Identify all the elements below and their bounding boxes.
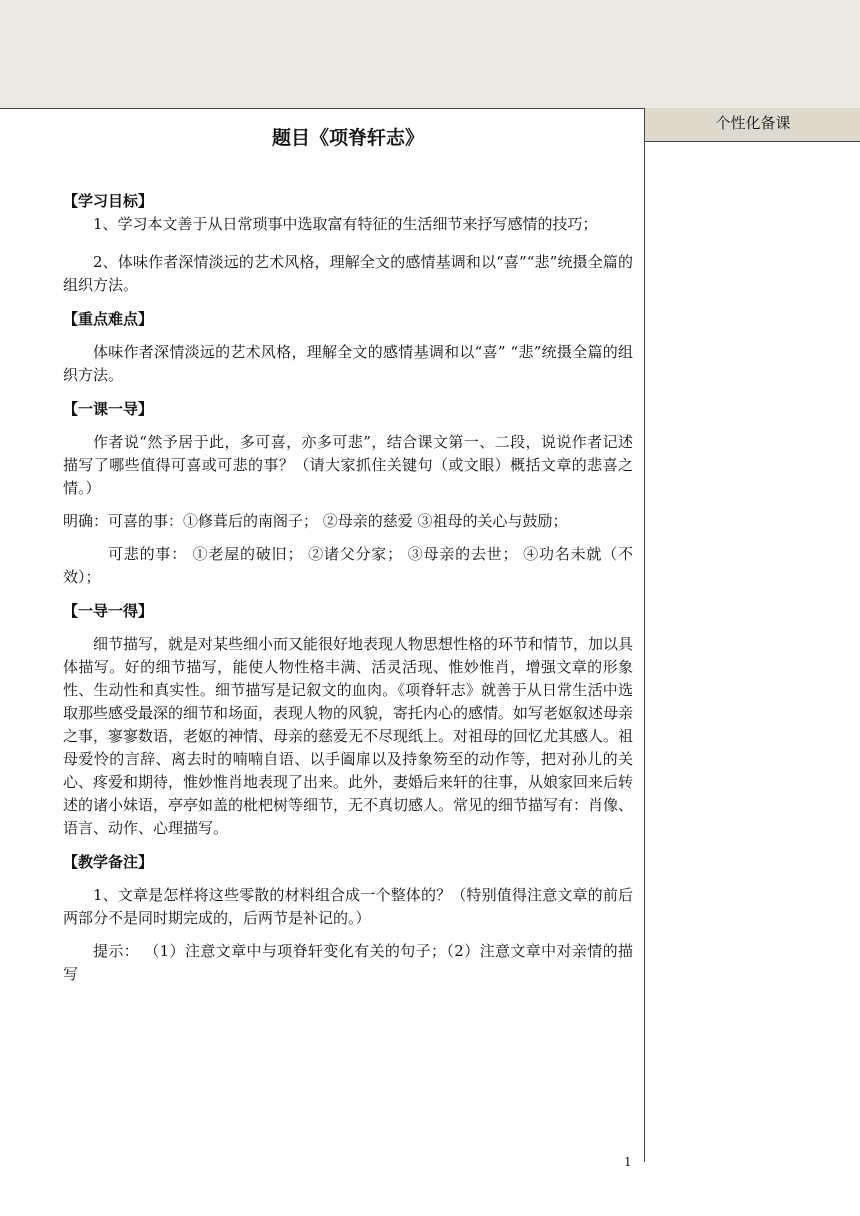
- guide-answer-joy: 明确：可喜的事：①修葺后的南阁子； ②母亲的慈爱 ③祖母的关心与鼓励；: [63, 512, 568, 530]
- section-key-points: 【重点难点】: [63, 310, 154, 328]
- guide-answer-sorrow: 可悲的事： ①老屋的破旧； ②诸父分家； ③母亲的去世； ④功名未就（不效）；: [63, 545, 633, 586]
- section-lesson-guide: 【一课一导】: [63, 400, 154, 418]
- section-guide-gain: 【一导一得】: [63, 602, 154, 620]
- personalized-prep-column: [644, 108, 860, 1162]
- guide-question: 作者说“然予居于此，多可喜，亦多可悲”，结合课文第一、二段，说说作者记述描写了哪些值得可喜或可悲的事？（请大家抓住关键句（或文眼）概括文章的悲喜之情。）: [63, 433, 633, 497]
- notes-hint: 提示： （1）注意文章中与项脊轩变化有关的句子；（2）注意文章中对亲情的描写: [63, 942, 633, 983]
- page-title: 题目《项脊轩志》: [271, 127, 424, 149]
- key-point-text: 体味作者深情淡远的艺术风格，理解全文的感情基调和以“喜” “悲”统摄全篇的组织方法。: [63, 343, 633, 384]
- goal-item-1: 1、学习本文善于从日常琐事中选取富有特征的生活细节来抒写感情的技巧；: [93, 215, 598, 233]
- personalized-prep-header: 个性化备课: [645, 108, 860, 142]
- gain-paragraph: 细节描写，就是对某些细小而又能很好地表现人物思想性格的环节和情节，加以具体描写。好的细节描写，能使人物性格丰满、活灵活现、惟妙惟肖，增强文章的形象性、生动性和真实性。细节描写是记叙文的血肉。《项脊轩志》就善于从日常生活中选取那些感受最深的细节和场面，表现人物的风貌，寄托内心的感情。如写老妪叙述母亲之事，寥寥数语，老妪的神情、母亲的慈爱无不尽现纸上。对祖母的回忆尤其感人。祖母爱怜的言辞、离去时的喃喃自语、以手阖扉以及持象笏至的动作等，把对孙儿的关心、疼爱和期待，惟妙惟肖地表现了出来。此外，妻婚后来轩的往事，从娘家回来后转述的诸小妹语，亭亭如盖的枇杷树等细节，无不真切感人。常见的细节描写有：肖像、语言、动作、心理描写。: [63, 635, 634, 837]
- section-teaching-notes: 【教学备注】: [63, 853, 154, 871]
- section-learning-goals: 【学习目标】: [63, 192, 154, 210]
- page-top-band: [0, 0, 860, 109]
- notes-item-1: 1、文章是怎样将这些零散的材料组合成一个整体的？（特别值得注意文章的前后两部分不是同时期完成的，后两节是补记的。）: [63, 886, 633, 927]
- lesson-content: [63, 108, 633, 986]
- goal-item-2: 2、体味作者深情淡远的艺术风格，理解全文的感情基调和以“喜”“悲”统摄全篇的组织方法。: [63, 253, 633, 294]
- page-number: 1: [624, 1155, 632, 1169]
